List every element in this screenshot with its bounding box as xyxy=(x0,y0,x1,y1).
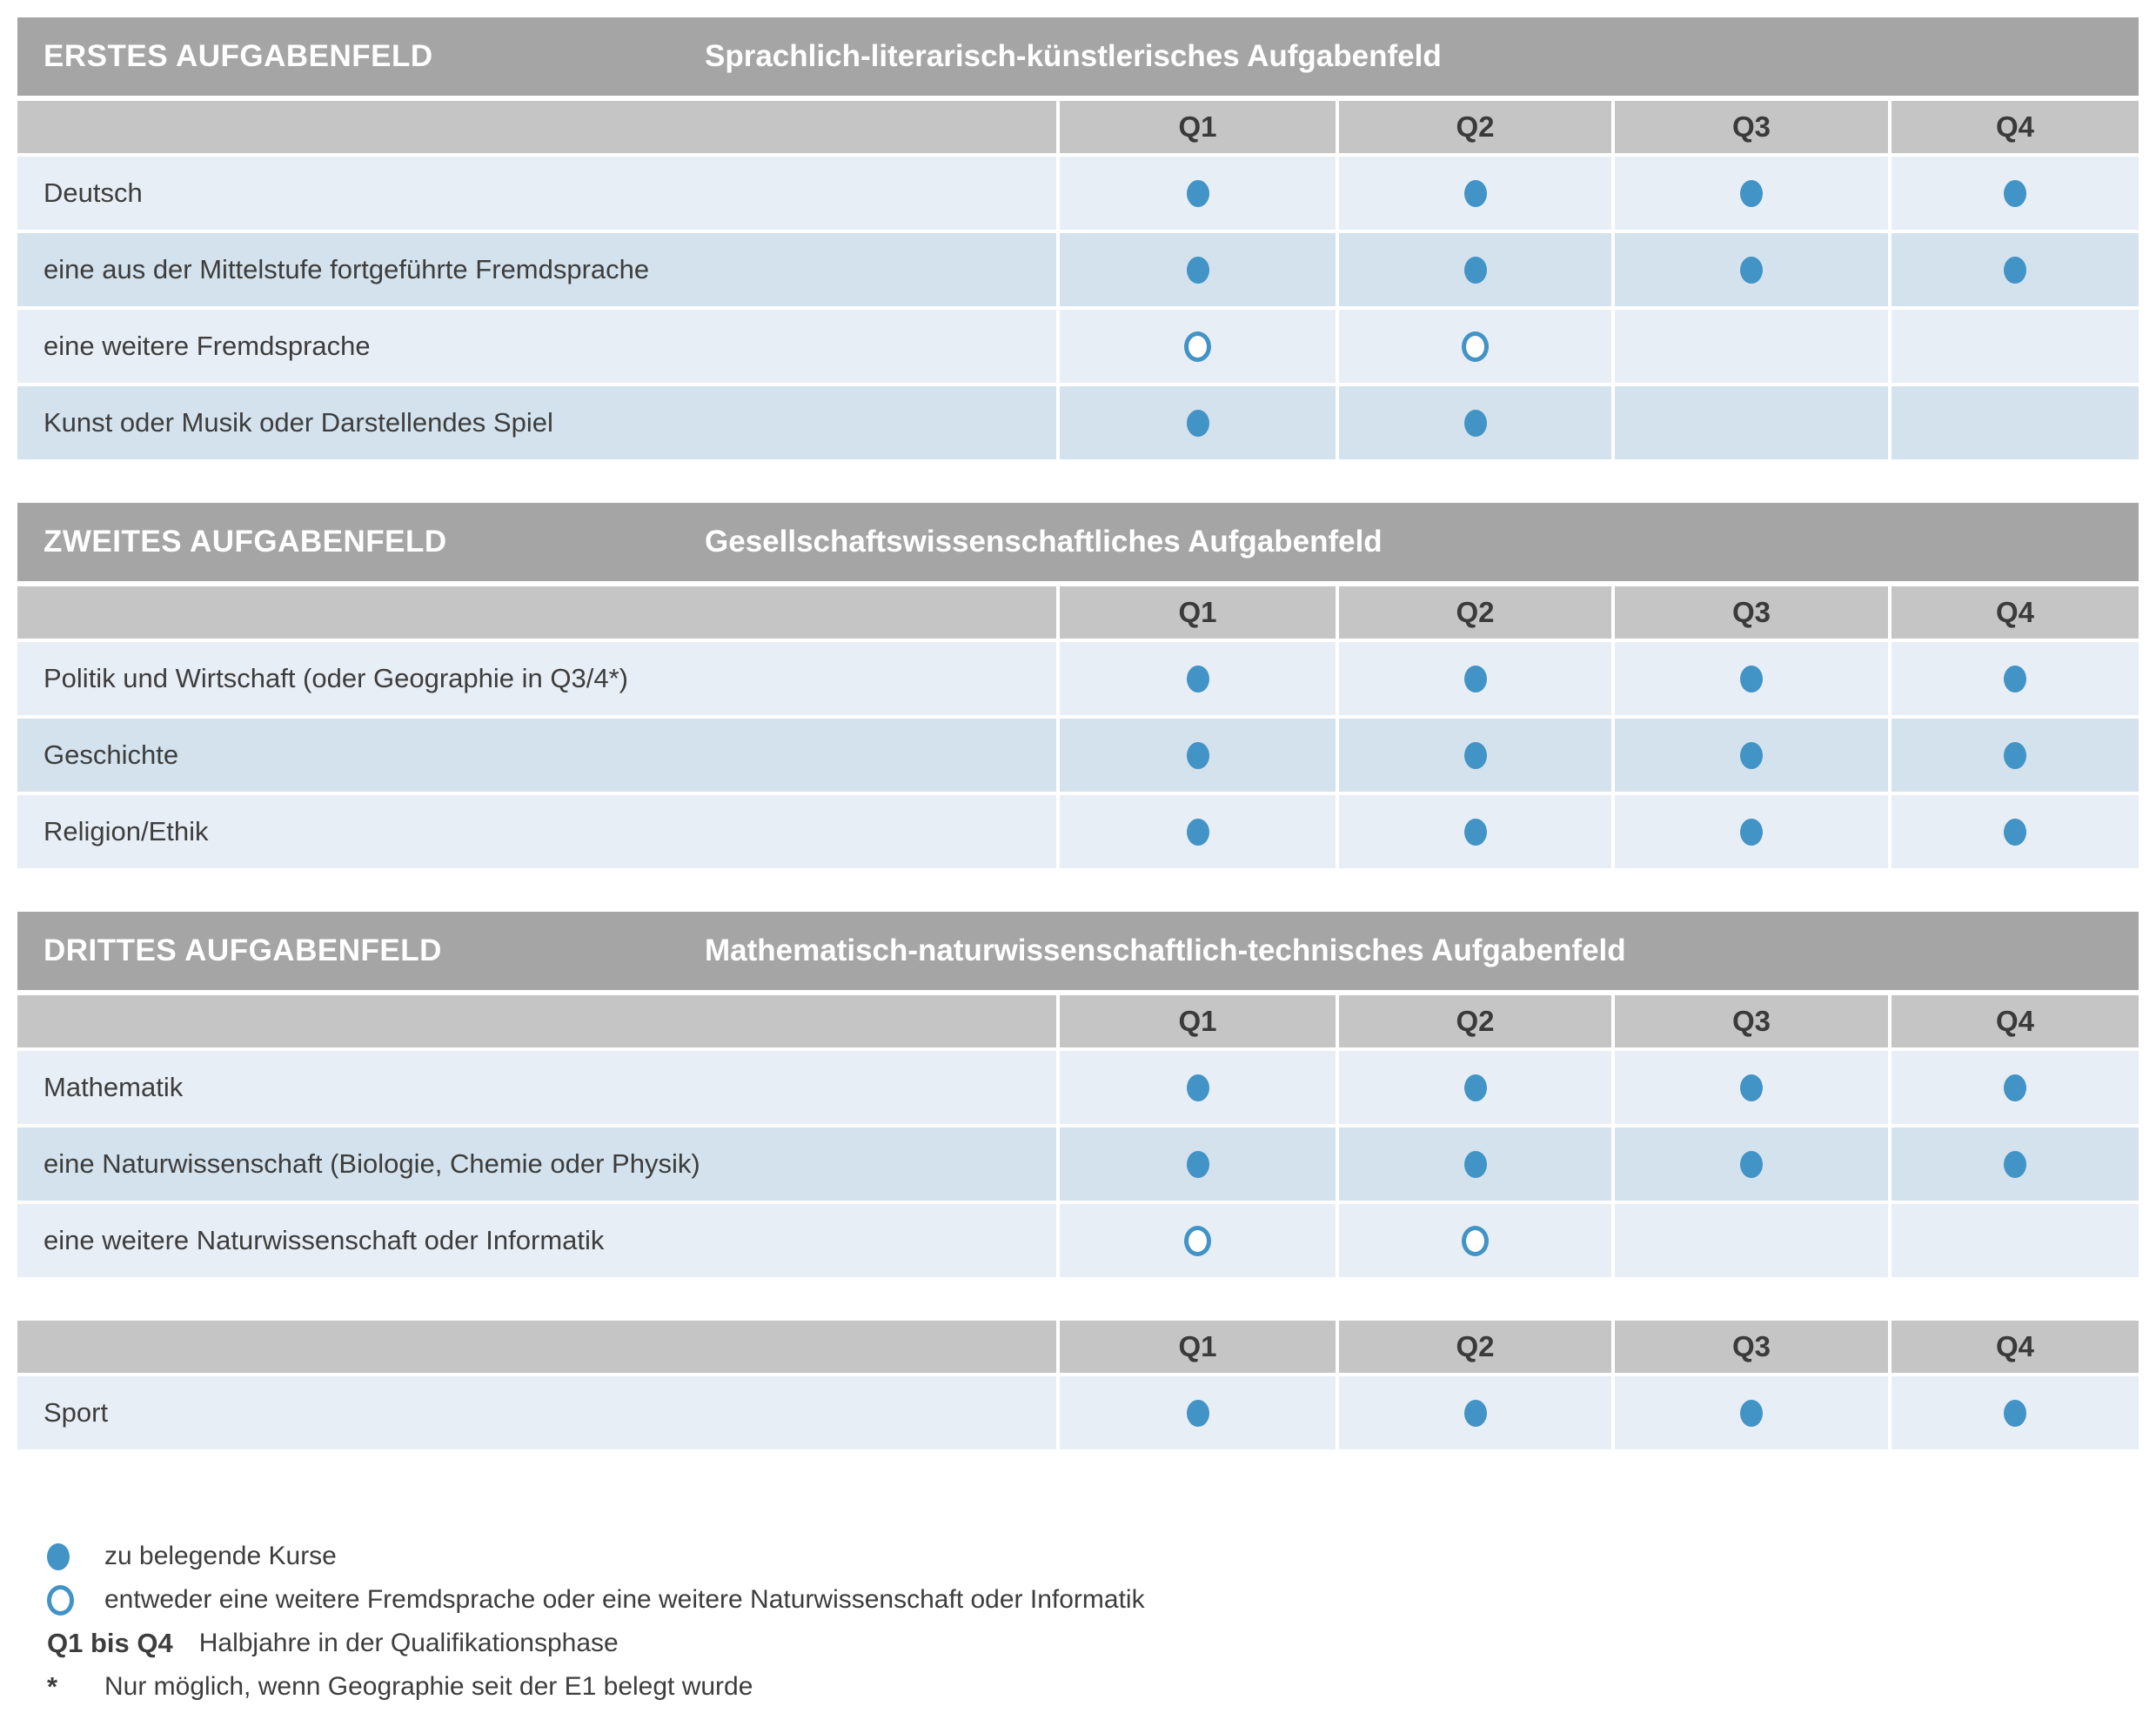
filled-dot-icon xyxy=(2004,1400,2026,1427)
filled-dot-icon xyxy=(2004,819,2026,846)
filled-dot-icon xyxy=(2004,180,2026,207)
column-header-q4: Q4 xyxy=(1892,995,2139,1047)
column-header-q1: Q1 xyxy=(1060,586,1336,639)
filled-dot-icon xyxy=(1187,1074,1209,1101)
legend-open-label: entweder eine weitere Fremdsprache oder eine weitere Naturwissenschaft oder Informatik xyxy=(104,1585,1145,1614)
subject-label: Sport xyxy=(17,1376,1056,1449)
section-subtitle: Gesellschaftswissenschaftliches Aufgabenfeld xyxy=(705,525,1383,559)
table-row xyxy=(17,1127,2139,1201)
mark-cell-q2 xyxy=(1339,233,1611,306)
filled-dot-icon xyxy=(1464,410,1487,437)
column-header-q1: Q1 xyxy=(1060,101,1336,153)
mark-cell-q4 xyxy=(1892,719,2139,792)
section-title: DRITTES AUFGABENFELD xyxy=(44,933,442,967)
mark-cell-q2 xyxy=(1339,719,1611,792)
mark-cell-q3 xyxy=(1615,233,1888,306)
filled-dot-icon xyxy=(1187,410,1209,437)
mark-cell-q1 xyxy=(1060,1127,1336,1201)
table-row xyxy=(17,1204,2139,1277)
mark-cell-q2 xyxy=(1339,386,1611,459)
column-header-q4: Q4 xyxy=(1892,101,2139,153)
mark-cell-q3 xyxy=(1615,1127,1888,1201)
filled-dot-icon xyxy=(1187,1400,1209,1427)
filled-dot-icon xyxy=(1187,742,1209,769)
subject-label: Kunst oder Musik oder Darstellendes Spiel xyxy=(17,386,1056,459)
filled-dot-icon xyxy=(1740,1074,1763,1101)
table-row xyxy=(17,157,2139,230)
section-subtitle: Sprachlich-literarisch-künstlerisches Aufgabenfeld xyxy=(705,39,1442,73)
legend-item-q-range xyxy=(47,1622,2139,1665)
legend-item-footnote xyxy=(47,1665,2139,1709)
filled-dot-icon xyxy=(1187,666,1209,693)
filled-dot-icon xyxy=(1464,742,1487,769)
legend-filled-label: zu belegende Kurse xyxy=(104,1542,337,1570)
mark-cell-q3 xyxy=(1615,157,1888,230)
mark-cell-q4 xyxy=(1892,386,2139,459)
mark-cell-q2 xyxy=(1339,157,1611,230)
mark-cell-q2 xyxy=(1339,642,1611,715)
section xyxy=(17,503,2139,868)
legend xyxy=(17,1535,2139,1709)
column-header-row xyxy=(17,101,2139,153)
mark-cell-q4 xyxy=(1892,157,2139,230)
column-header-spacer xyxy=(17,101,1056,153)
subject-label: Mathematik xyxy=(17,1051,1056,1124)
mark-cell-q4 xyxy=(1892,1051,2139,1124)
section xyxy=(17,912,2139,1277)
mark-cell-q1 xyxy=(1060,157,1336,230)
open-circle-icon xyxy=(1462,1226,1489,1256)
filled-dot-icon xyxy=(1187,1151,1209,1178)
mark-cell-q4 xyxy=(1892,1127,2139,1201)
mark-cell-q3 xyxy=(1615,1051,1888,1124)
open-circle-icon xyxy=(47,1585,74,1616)
legend-star-desc: Nur möglich, wenn Geographie seit der E1 belegt wurde xyxy=(104,1672,753,1701)
table-row xyxy=(17,310,2139,383)
filled-dot-icon xyxy=(1740,1400,1763,1427)
mark-cell-q1 xyxy=(1060,233,1336,306)
legend-q-term: Q1 bis Q4 xyxy=(47,1628,173,1658)
filled-dot-icon xyxy=(2004,257,2026,284)
mark-cell-q2 xyxy=(1339,1051,1611,1124)
mark-cell-q2 xyxy=(1339,1127,1611,1201)
subject-label: Deutsch xyxy=(17,157,1056,230)
mark-cell-q3 xyxy=(1615,719,1888,792)
section-subtitle: Mathematisch-naturwissenschaftlich-technisches Aufgabenfeld xyxy=(705,933,1626,967)
column-header-q4: Q4 xyxy=(1892,586,2139,639)
filled-dot-icon xyxy=(1464,1151,1487,1178)
column-header-spacer xyxy=(17,586,1056,639)
section-title: ZWEITES AUFGABENFELD xyxy=(44,525,447,559)
filled-dot-icon xyxy=(1464,666,1487,693)
section-title-band xyxy=(17,17,2139,96)
mark-cell-q1 xyxy=(1060,1051,1336,1124)
section xyxy=(17,1321,2139,1449)
filled-dot-icon xyxy=(1740,1151,1763,1178)
subject-label: Religion/Ethik xyxy=(17,795,1056,868)
mark-cell-q1 xyxy=(1060,719,1336,792)
filled-dot-icon xyxy=(1464,819,1487,846)
mark-cell-q4 xyxy=(1892,1376,2139,1449)
subject-label: eine aus der Mittelstufe fortgeführte Fremdsprache xyxy=(17,233,1056,306)
filled-dot-icon xyxy=(2004,1074,2026,1101)
column-header-spacer xyxy=(17,995,1056,1047)
column-header-q3: Q3 xyxy=(1615,995,1888,1047)
filled-dot-icon xyxy=(1740,666,1763,693)
filled-dot-icon xyxy=(2004,666,2026,693)
mark-cell-q1 xyxy=(1060,1376,1336,1449)
filled-dot-icon xyxy=(1740,819,1763,846)
column-header-spacer xyxy=(17,1321,1056,1373)
filled-dot-icon xyxy=(1464,1400,1487,1427)
mark-cell-q4 xyxy=(1892,1204,2139,1277)
mark-cell-q2 xyxy=(1339,795,1611,868)
filled-dot-icon xyxy=(1464,1074,1487,1101)
subject-label: Geschichte xyxy=(17,719,1056,792)
column-header-q2: Q2 xyxy=(1339,586,1611,639)
mark-cell-q4 xyxy=(1892,795,2139,868)
legend-item-open xyxy=(47,1578,2139,1622)
mark-cell-q4 xyxy=(1892,642,2139,715)
mark-cell-q2 xyxy=(1339,1204,1611,1277)
legend-star-term: * xyxy=(47,1671,58,1702)
table-row xyxy=(17,233,2139,306)
mark-cell-q3 xyxy=(1615,310,1888,383)
filled-dot-icon xyxy=(1740,257,1763,284)
open-circle-icon xyxy=(1462,331,1489,362)
table-row xyxy=(17,1051,2139,1124)
mark-cell-q3 xyxy=(1615,1376,1888,1449)
legend-q-desc: Halbjahre in der Qualifikationsphase xyxy=(198,1629,619,1657)
mark-cell-q3 xyxy=(1615,386,1888,459)
column-header-q1: Q1 xyxy=(1060,1321,1336,1373)
column-header-q3: Q3 xyxy=(1615,586,1888,639)
column-header-row xyxy=(17,586,2139,639)
subject-label: eine weitere Fremdsprache xyxy=(17,310,1056,383)
open-circle-icon xyxy=(1184,1226,1211,1256)
filled-dot-icon xyxy=(1464,257,1487,284)
subject-label: Politik und Wirtschaft (oder Geographie in Q3/4*) xyxy=(17,642,1056,715)
mark-cell-q2 xyxy=(1339,310,1611,383)
mark-cell-q3 xyxy=(1615,1204,1888,1277)
legend-item-filled xyxy=(47,1535,2139,1578)
filled-dot-icon xyxy=(1187,180,1209,207)
table-row xyxy=(17,795,2139,868)
section xyxy=(17,17,2139,459)
mark-cell-q2 xyxy=(1339,1376,1611,1449)
column-header-q2: Q2 xyxy=(1339,101,1611,153)
column-header-q2: Q2 xyxy=(1339,995,1611,1047)
column-header-row xyxy=(17,1321,2139,1373)
filled-dot-icon xyxy=(1740,180,1763,207)
table-row xyxy=(17,642,2139,715)
filled-dot-icon xyxy=(47,1543,70,1570)
subject-label: eine weitere Naturwissenschaft oder Informatik xyxy=(17,1204,1056,1277)
mark-cell-q1 xyxy=(1060,1204,1336,1277)
section-title-band xyxy=(17,503,2139,581)
open-circle-icon xyxy=(1184,331,1211,362)
table-row xyxy=(17,386,2139,459)
table-row xyxy=(17,1376,2139,1449)
column-header-q4: Q4 xyxy=(1892,1321,2139,1373)
column-header-row xyxy=(17,995,2139,1047)
column-header-q3: Q3 xyxy=(1615,101,1888,153)
filled-dot-icon xyxy=(1187,257,1209,284)
filled-dot-icon xyxy=(1187,819,1209,846)
mark-cell-q1 xyxy=(1060,795,1336,868)
filled-dot-icon xyxy=(1740,742,1763,769)
section-title-band xyxy=(17,912,2139,990)
mark-cell-q1 xyxy=(1060,386,1336,459)
mark-cell-q1 xyxy=(1060,310,1336,383)
column-header-q1: Q1 xyxy=(1060,995,1336,1047)
subject-label: eine Naturwissenschaft (Biologie, Chemie oder Physik) xyxy=(17,1127,1056,1201)
mark-cell-q1 xyxy=(1060,642,1336,715)
column-header-q2: Q2 xyxy=(1339,1321,1611,1373)
filled-dot-icon xyxy=(2004,1151,2026,1178)
filled-dot-icon xyxy=(1464,180,1487,207)
table-row xyxy=(17,719,2139,792)
section-title: ERSTES AUFGABENFELD xyxy=(44,39,433,73)
mark-cell-q4 xyxy=(1892,310,2139,383)
mark-cell-q3 xyxy=(1615,642,1888,715)
column-header-q3: Q3 xyxy=(1615,1321,1888,1373)
course-table xyxy=(17,17,2139,1449)
mark-cell-q4 xyxy=(1892,233,2139,306)
mark-cell-q3 xyxy=(1615,795,1888,868)
filled-dot-icon xyxy=(2004,742,2026,769)
